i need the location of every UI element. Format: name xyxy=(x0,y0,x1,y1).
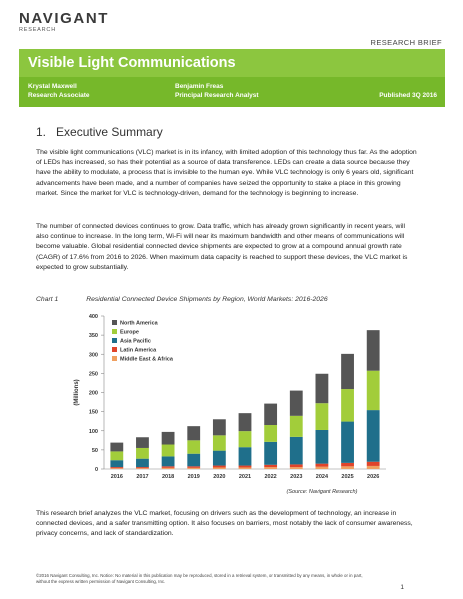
bar-segment-europe xyxy=(341,389,354,422)
bar-segment-north-america xyxy=(290,391,303,416)
y-tick-label: 0 xyxy=(94,467,98,473)
bar-segment-latin-america xyxy=(239,466,252,468)
y-tick-label: 400 xyxy=(88,314,98,320)
y-axis-label: (Millions) xyxy=(74,379,80,406)
x-tick-label: 2024 xyxy=(315,474,329,480)
bar-segment-middle-east-africa xyxy=(367,466,380,469)
x-tick-label: 2026 xyxy=(367,474,380,480)
logo-subtitle: RESEARCH xyxy=(19,27,56,33)
bar-segment-north-america xyxy=(136,437,149,448)
bar-segment-europe xyxy=(264,425,277,442)
y-tick-label: 50 xyxy=(91,447,98,454)
y-tick-label: 150 xyxy=(88,409,98,416)
legend-swatch xyxy=(112,356,117,361)
bar-segment-middle-east-africa xyxy=(264,467,277,469)
bar-segment-latin-america xyxy=(213,466,226,468)
paragraph-3: This research brief analyzes the VLC market, focusing on drivers such as the development of technology, an increase in connected devices, and a safer transmitting option. It also focuses on barriers, most notably the lack of consumer awareness, privacy concerns, and lack of standardization. xyxy=(36,510,413,538)
bar-segment-middle-east-africa xyxy=(110,468,123,469)
y-tick-label: 250 xyxy=(88,371,98,378)
bar-segment-middle-east-africa xyxy=(136,468,149,469)
section-heading xyxy=(36,125,163,139)
author-2-role: Principal Research Analyst xyxy=(175,92,259,99)
logo-wordmark: NAVIGANT xyxy=(19,10,110,27)
x-tick-label: 2022 xyxy=(264,474,277,480)
bar-segment-latin-america xyxy=(290,464,303,467)
x-tick-label: 2017 xyxy=(136,474,149,480)
author-1 xyxy=(28,82,90,100)
legend-label: Middle East & Africa xyxy=(120,356,173,363)
author-2 xyxy=(175,82,259,100)
bar-segment-europe xyxy=(367,371,380,410)
y-tick-label: 200 xyxy=(88,390,98,397)
author-1-role: Research Associate xyxy=(28,92,90,99)
legend-swatch xyxy=(112,320,117,325)
bar-segment-europe xyxy=(290,416,303,437)
section-number: 1. xyxy=(36,125,47,139)
bar-segment-middle-east-africa xyxy=(239,467,252,469)
bar-segment-europe xyxy=(187,440,200,453)
bar-segment-north-america xyxy=(264,404,277,425)
bar-segment-asia-pacific xyxy=(264,442,277,465)
chart-source: (Source: Navigant Research) xyxy=(286,489,358,495)
author-1-name: Krystal Maxwell xyxy=(28,83,77,90)
bar-segment-asia-pacific xyxy=(213,451,226,466)
bar-segment-latin-america xyxy=(367,462,380,466)
bar-segment-europe xyxy=(239,431,252,447)
x-tick-label: 2019 xyxy=(187,474,200,480)
paragraph-2: The number of connected devices continues to grow. Data traffic, which has already grown significantly in recent years, will also continue to increase. In the long term, Wi-Fi will near its maximum bandwidth and other means of communications will become valuable. Global residential connected device shipments are expected to grow at a compound annual growth rate (CAGR) of 17.6% from 2016 to 2026. When maximum data capacity is reached to support these devices, the VLC market is expected to grow substantially. xyxy=(36,223,408,271)
y-tick-label: 350 xyxy=(88,333,98,340)
y-tick-label: 300 xyxy=(88,352,98,359)
bar-segment-asia-pacific xyxy=(341,422,354,463)
x-tick-label: 2018 xyxy=(161,474,175,480)
x-tick-label: 2020 xyxy=(213,474,226,480)
legend-label: Asia Pacific xyxy=(120,338,151,345)
bar-segment-north-america xyxy=(187,426,200,440)
legend-swatch xyxy=(112,338,117,343)
legend-swatch xyxy=(112,347,117,352)
bar-segment-europe xyxy=(110,451,123,460)
bar-segment-asia-pacific xyxy=(367,410,380,462)
bar-segment-europe xyxy=(162,445,175,457)
bar-segment-north-america xyxy=(239,413,252,431)
bar-segment-asia-pacific xyxy=(136,459,149,467)
author-bar xyxy=(19,77,445,107)
bar-segment-middle-east-africa xyxy=(213,467,226,469)
report-title: Visible Light Communications xyxy=(19,49,445,77)
bar-segment-latin-america xyxy=(110,467,123,468)
bar-segment-asia-pacific xyxy=(187,454,200,467)
bar-segment-middle-east-africa xyxy=(290,467,303,469)
bar-segment-latin-america xyxy=(316,464,329,467)
publication-date: Published 3Q 2016 xyxy=(379,92,437,99)
document-type-label: RESEARCH BRIEF xyxy=(370,38,442,47)
author-2-name: Benjamin Freas xyxy=(175,83,224,90)
x-tick-label: 2021 xyxy=(238,474,252,480)
bar-segment-asia-pacific xyxy=(290,437,303,465)
bar-segment-north-america xyxy=(110,443,123,452)
bar-segment-latin-america xyxy=(187,466,200,468)
legend-swatch xyxy=(112,329,117,334)
bar-segment-latin-america xyxy=(264,465,277,467)
bar-segment-asia-pacific xyxy=(239,447,252,465)
bar-segment-north-america xyxy=(341,354,354,389)
legend-label: North America xyxy=(120,320,158,327)
navigant-logo xyxy=(19,11,109,33)
copyright-footer: ©2016 Navigant Consulting, Inc. Notice: No material in this publication may be reproduced, stored in a retrieval system, or transmitted by any means, in whole or in part, without the express written permission of Navigant Consulting, Inc. xyxy=(36,573,363,584)
bar-segment-middle-east-africa xyxy=(162,468,175,469)
y-tick-label: 100 xyxy=(88,428,98,435)
chart-caption xyxy=(36,296,328,303)
bar-segment-europe xyxy=(213,435,226,450)
chart-number: Chart 1 xyxy=(36,296,59,303)
title-band xyxy=(19,49,445,107)
bar-segment-middle-east-africa xyxy=(341,466,354,469)
bar-segment-north-america xyxy=(367,330,380,371)
x-tick-label: 2025 xyxy=(341,474,354,480)
bar-segment-europe xyxy=(136,448,149,459)
bar-segment-north-america xyxy=(162,432,175,445)
x-tick-label: 2023 xyxy=(290,474,303,480)
bar-segment-middle-east-africa xyxy=(187,468,200,469)
bar-segment-asia-pacific xyxy=(110,460,123,467)
page-number: 1 xyxy=(400,584,404,591)
bar-segment-latin-america xyxy=(136,467,149,468)
bar-segment-europe xyxy=(316,403,329,430)
bar-segment-asia-pacific xyxy=(316,430,329,464)
bar-segment-asia-pacific xyxy=(162,456,175,466)
chart-title: Residential Connected Device Shipments by Region, World Markets: 2016-2026 xyxy=(86,296,328,303)
legend-label: Europe xyxy=(120,329,139,336)
x-tick-label: 2016 xyxy=(110,474,123,480)
bar-segment-middle-east-africa xyxy=(316,467,329,469)
bar-segment-latin-america xyxy=(162,466,175,468)
paragraph-1: The visible light communications (VLC) market is in its infancy, with limited adoption of this technology thus far. As the adoption of LEDs has increased, so has their potential as a source of data transference. LEDs can create a data source because they have the ability to modulate, a process that is invisible to the human eye. While VLC technology is only 6 years old, significant advancements have been made, and a number of companies have seized the opportunity to stake a place in this growing market. Since the market for VLC is technology-driven, demand for the technology is beginning to increase. xyxy=(36,149,417,197)
bar-segment-north-america xyxy=(213,419,226,435)
stacked-bar-chart xyxy=(36,306,396,502)
bar-segment-latin-america xyxy=(341,463,354,466)
bar-segment-north-america xyxy=(316,374,329,403)
legend-label: Latin America xyxy=(120,347,157,354)
section-title: Executive Summary xyxy=(56,125,163,139)
